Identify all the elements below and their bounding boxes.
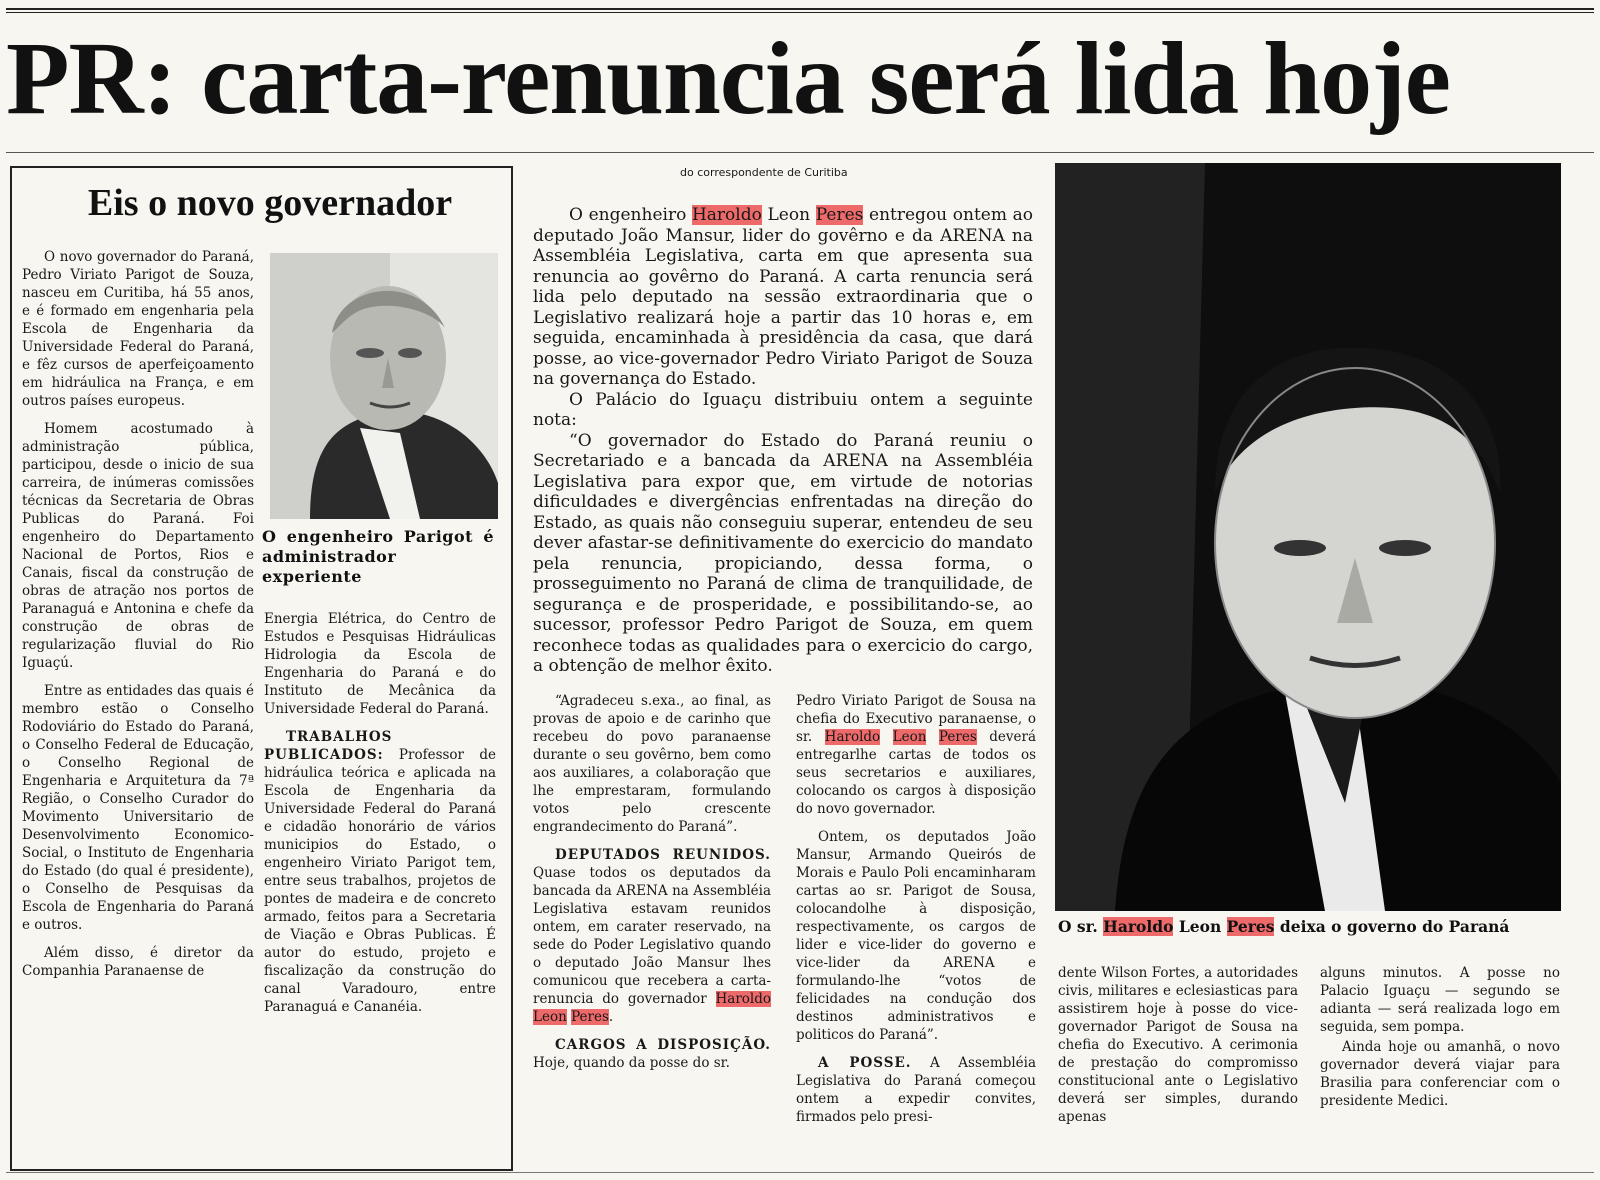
caption-text: Leon (1178, 917, 1222, 936)
article-paragraph: alguns minutos. A posse no Palacio Iguaçu — segundo se adianta — será realizada logo em seguida, sem pompa. (1320, 965, 1560, 1035)
article-text: A Assembléia Legislativa do Paraná começou ontem a expedir convites, firmados pelo presi- (796, 1055, 1036, 1125)
trabalhos-text: Professor de hidráulica teórica e aplicada na Escola de Engenharia da Universidade Federal do Paraná e cidadão honorário de vários municipios do Estado, o engenheiro Viriato Parigot tem, entre seus trabalhos, projetos de pontes de madeira e de concreto armado, feitos para a Secretaria de Viação e Obras Publicas. É autor do estudo, projeto e fiscalização da construção do canal Varadouro, entre Paranaguá e Cananéia. (264, 747, 496, 1015)
article-paragraph (796, 1054, 1036, 1126)
caption-text: O sr. (1058, 917, 1104, 936)
main-text: Leon (767, 205, 811, 225)
article-paragraph (796, 692, 1036, 818)
article-text: . (608, 1009, 614, 1025)
headline-rule (6, 152, 1594, 153)
article-text: deverá entregarlhe cartas de todos os seus secretarios e auxiliares, colocando os cargos à disposição do novo governador. (796, 729, 1036, 817)
posse-subhead: A POSSE. (818, 1055, 912, 1071)
parigot-portrait-image (270, 253, 498, 519)
article-paragraph: Ontem, os deputados João Mansur, Armando Queirós de Morais e Paulo Poli encaminharam cartas ao sr. Parigot de Sousa, colocandolhe à disposição, respectivamente, os cargos de lider e vice-lider do governo e vice-lider da ARENA e formulando-lhe “votos de felicidades na condução dos destinos administrativos e politicos do Paraná”. (796, 829, 1036, 1043)
sidebar-paragraph: O novo governador do Paraná, Pedro Viriato Parigot de Souza, nasceu em Curitiba, há 55 anos, e é formado em engenharia pela Escola de Engenharia da Universidade Federal do Paraná, e fêz cursos de aperfeiçoamento em hidráulica na França, e em outros países europeus. (22, 249, 254, 409)
article-column-c (1058, 964, 1298, 1164)
main-paragraph: O Palácio do Iguaçu distribuiu ontem a seguinte nota: (533, 389, 1033, 430)
highlight-name: Peres (815, 205, 864, 225)
article-paragraph: “Agradeceu s.exa., ao final, as provas de apoio e de carinho que recebeu do povo paranaense durante o seu govêrno, bem como aos auxiliares, a colaboração que lhe emprestaram, formulando votos pelo crescente engrandecimento do Paraná”. (533, 693, 771, 835)
sidebar-paragraph: Além disso, é diretor da Companhia Paranaense de (22, 945, 254, 979)
page-headline: PR: carta-renuncia será lida hoje (6, 21, 1450, 136)
highlight-name: Peres (938, 729, 977, 745)
byline: do correspondente de Curitiba (680, 166, 848, 179)
highlight-name: Leon (533, 1009, 567, 1025)
main-article (533, 205, 1033, 680)
article-column-b (796, 692, 1036, 1162)
article-paragraph (533, 846, 771, 1026)
peres-photo-caption (1058, 917, 1563, 937)
sidebar-paragraph: Energia Elétrica, do Centro de Estudos e Pesquisas Hidráulicas Hidrologia da Escola de Engenharia do Paraná e do Instituto de Mecânica da Universidade Federal do Paraná. (264, 611, 496, 717)
caption-text: deixa o governo do Paraná (1274, 917, 1510, 936)
peres-portrait-image (1055, 163, 1561, 911)
parigot-photo-caption: O engenheiro Parigot é administrador experiente (262, 527, 494, 586)
sidebar-paragraph: Entre as entidades das quais é membro estão o Conselho Rodoviário do Estado do Paraná, o Conselho Federal de Educação, o Conselho Regional de Engenharia e Arquitetura da 7ª Região, o Conselho Curador do Movimento Universitario de Desenvolvimento Economico-Social, o Instituto de Engenharia do Estado (do qual é presidente), o Conselho de Pesquisas da Escola de Engenharia do Paraná e outros. (22, 683, 254, 933)
article-paragraph: dente Wilson Fortes, a autoridades civis, militares e eclesiasticas para assistirem hoje à posse do vice-governador Parigot de Sousa na chefia do Executivo. A cerimonia de prestação do compromisso constitucional ante o Legislativo deverá ser simples, durando apenas (1058, 965, 1298, 1125)
main-text: O engenheiro (569, 205, 692, 225)
article-paragraph (533, 1036, 771, 1072)
article-text: Pedro Viriato Parigot de Sousa na chefia do Executivo paranaense, o sr. (796, 693, 1036, 745)
article-paragraph: Ainda hoje ou amanhã, o novo governador deverá viajar para Brasilia para conferenciar com o presidente Medici. (1320, 1039, 1560, 1109)
sidebar-paragraph (264, 728, 496, 1016)
highlight-name: Haroldo (824, 729, 881, 745)
bottom-rule (6, 1172, 1594, 1173)
article-text: Hoje, quando da posse do sr. (533, 1055, 730, 1071)
sidebar-column-2 (264, 610, 496, 1155)
top-rule-thin (6, 12, 1594, 13)
trabalhos-subhead: TRABALHOS PUBLICADOS: (264, 729, 393, 763)
parigot-portrait-photo (270, 253, 498, 519)
peres-portrait-photo (1055, 163, 1561, 911)
article-text: Quase todos os deputados da bancada da ARENA na Assembléia Legislativa estavam reunidos ontem, em carater reservado, na sede do Poder Legislativo quando o deputado João Mansur lhes comunicou que recebera a carta-renuncia do governador (533, 865, 771, 1007)
highlight-name: Peres (571, 1009, 609, 1025)
highlight-name: Haroldo (715, 991, 771, 1007)
deputados-subhead: DEPUTADOS REUNIDOS. (555, 847, 771, 863)
article-column-a (533, 692, 771, 1162)
sidebar-title: Eis o novo governador (87, 182, 453, 224)
highlight-name: Leon (892, 729, 927, 745)
main-paragraph: “O governador do Estado do Paraná reuniu o Secretariado e a bancada da ARENA na Assembléia Legislativa para expor que, em virtude de notorias dificuldades e divergências enfrentadas na direção do Estado, as quais não conseguiu superar, entendeu de seu dever afastar-se definitivamente do exercicio do mandato pela renuncia, propiciando, dessa forma, o prosseguimento no Paraná de clima de tranquilidade, de segurança e de prosperidade, e possibilitando-se, ao sucessor, professor Pedro Parigot de Souza, em quem reconhece todas as qualidades para o exercicio do cargo, a obtenção de melhor êxito. (533, 430, 1033, 676)
top-rule (6, 8, 1594, 10)
highlight-name: Peres (1226, 917, 1275, 936)
highlight-name: Haroldo (691, 205, 762, 225)
sidebar-column-1 (22, 248, 254, 1153)
sidebar-paragraph: Homem acostumado à administração pública, participou, desde o inicio de sua carreira, de inúmeras comissões técnicas da Secretaria de Obras Publicas do Paraná. Foi engenheiro do Departamento Nacional de Portos, Rios e Canais, fiscal da construção de obras de atração nos portos de Paranaguá e Antonina e chefe da construção de obras de regularização fluvial do Rio Iguaçú. (22, 421, 254, 671)
main-text: entregou ontem ao deputado João Mansur, lider do govêrno e da ARENA na Assembléia Legislativa, carta em que apresenta sua renuncia ao govêrno do Paraná. A carta renuncia será lida pelo deputado na sessão extraordinaria que o Legislativo realizará hoje a partir das 10 horas e, em seguida, encaminhada à presidência da casa, que dará posse, ao vice-governador Pedro Viriato Parigot de Souza na governança do Estado. (533, 205, 1033, 389)
article-column-d (1320, 964, 1560, 1164)
highlight-name: Haroldo (1103, 917, 1174, 936)
main-paragraph (533, 205, 1033, 390)
cargos-subhead: CARGOS A DISPOSIÇÃO. (555, 1037, 771, 1053)
